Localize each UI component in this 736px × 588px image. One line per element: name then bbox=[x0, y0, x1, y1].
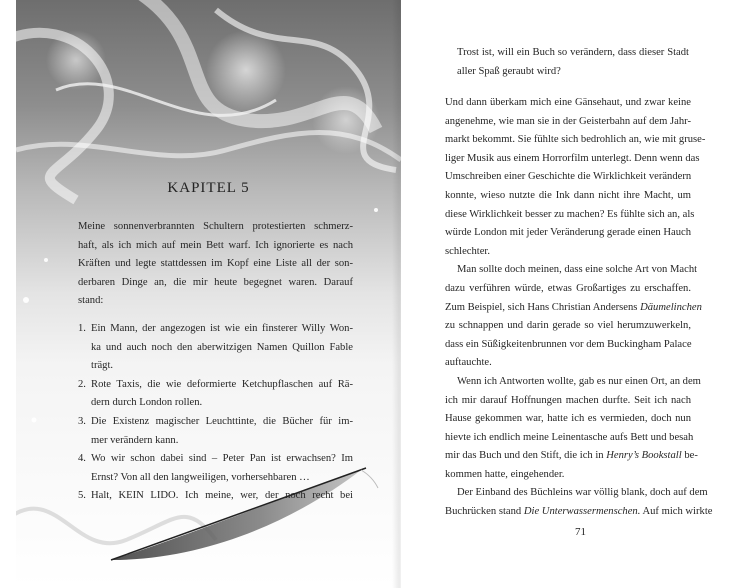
text-line: Der Einband des Büchleins war völlig blank, doch auf dem bbox=[457, 487, 708, 499]
text-line: markt bekommt. Sie fühlte sich bedrohlich an, wie mit gruse- bbox=[445, 134, 706, 146]
list-item-line: Ernst? Von all den langweiligen, vorhersehbaren … bbox=[91, 471, 310, 483]
text-line: Buchrücken stand Die Unterwassermenschen. Auf mich wirkte bbox=[445, 506, 713, 518]
right-page-body bbox=[445, 94, 713, 522]
text-line: angenehme, wie man sie in der Geisterbahn auf dem Jahr- bbox=[445, 115, 691, 127]
right-page-top-text bbox=[457, 44, 689, 81]
text-line: liger Musik aus einem Horrorfilm unterlegt. Denn wenn das bbox=[445, 152, 700, 164]
text-line: Wenn ich Antworten wollte, gab es nur einen Ort, an dem bbox=[457, 375, 701, 387]
text-line: Man sollte doch meinen, dass eine solche Art von Macht bbox=[457, 264, 698, 276]
text-line: würde London mit jeder Veränderung gerade einen Hauch bbox=[445, 227, 692, 239]
text-line: Kräften und legte stattdessen im Kopf eine Liste all der son- bbox=[78, 258, 353, 270]
text-line: aller Spaß geraubt wird? bbox=[457, 65, 561, 77]
page-number: 71 bbox=[575, 526, 586, 538]
text-line: zu schnappen und darin gerade so viel herumzuwerkeln, bbox=[445, 320, 691, 332]
shop-name-italic: Henry’s Bookstall bbox=[606, 450, 682, 462]
text-line: auftauchte. bbox=[445, 357, 492, 369]
text-line: dass ein Süßigkeitenbrunnen vor dem Buckingham Palace bbox=[445, 338, 692, 350]
text-line: kommen hatte, eingehender. bbox=[445, 468, 565, 480]
text-line: dazu verführen würde, etwas Großartiges zu erschaffen. bbox=[445, 282, 691, 294]
list-item: 3. Die Existenz magischer Leuchttinte, die Bücher für im- bbox=[78, 415, 353, 427]
text-line: konnte, wieso nutzte die Ink dann nicht ihre Macht, um bbox=[445, 189, 691, 201]
text-line: Trost ist, will ein Buch so verändern, dass dieser Stadt bbox=[457, 47, 689, 58]
list-item: 4. Wo wir schon dabei sind – Peter Pan ist erwachsen? Im bbox=[78, 453, 353, 465]
text-line: Hause gekommen war, hatte ich es vermieden, doch nun bbox=[445, 413, 691, 425]
text-line: ich mir darauf Hoffnungen machen durfte. Seit ich nach bbox=[445, 394, 691, 406]
text-line: schlechter. bbox=[445, 245, 491, 257]
text-line: stand: bbox=[78, 295, 104, 307]
list-item: 1. Ein Mann, der angezogen ist wie ein finsterer Willy Won- bbox=[78, 323, 353, 334]
chapter-title: KAPITEL 5 bbox=[167, 180, 250, 196]
list-item-line: trägt. bbox=[91, 360, 114, 372]
list-item: 2. Rote Taxis, die wie deformierte Ketchupflaschen auf Rä- bbox=[78, 378, 353, 390]
left-page-text bbox=[78, 218, 353, 311]
list-item: 5. Halt, KEIN LIDO. Ich meine, wer, der noch recht bei bbox=[78, 490, 353, 502]
text-line: derbaren Dinge an, die mir heute begegnet waren. Darauf bbox=[78, 276, 353, 288]
text-line: diese Wirklichkeit besser zu machen? Es fühlte sich an, als bbox=[445, 208, 695, 220]
text-line: mir das Buch und den Stift, die ich in Henry’s Bookstall be- bbox=[445, 450, 698, 462]
text-line: hievte ich endlich meine Leinentasche aufs Bett und besah bbox=[445, 431, 694, 443]
book-title-italic: Die Unterwassermenschen. bbox=[523, 506, 641, 518]
list-item-line: mer verändern kann. bbox=[91, 434, 179, 446]
text-line: haft, als ich mich auf mein Bett warf. Ich ignorierte es nach bbox=[78, 239, 353, 251]
list-item-line: ka und auch noch den aberwitzigen Namen Quillon Fable bbox=[91, 341, 353, 353]
book-title-italic: Däumelinchen bbox=[640, 301, 702, 313]
numbered-list bbox=[78, 320, 353, 506]
text-line: Umschreiben einer Geschichte die Wirklichkeit verändern bbox=[445, 171, 692, 183]
list-item-line: dern durch London rollen. bbox=[91, 397, 203, 409]
text-line: Zum Beispiel, sich Hans Christian Andersens Däumelinchen bbox=[445, 301, 702, 313]
text-line: Und dann überkam mich eine Gänsehaut, und zwar keine bbox=[445, 97, 691, 108]
text-line: Meine sonnenverbrannten Schultern protestierten schmerz- bbox=[78, 221, 353, 232]
